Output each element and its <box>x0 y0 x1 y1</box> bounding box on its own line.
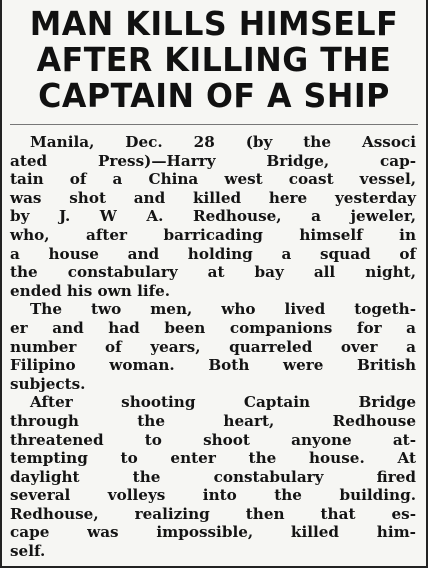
headline-line-2: AFTER KILLING THE <box>36 40 392 79</box>
article-paragraph-3 <box>10 393 416 560</box>
article-line: tain of a China west coast vessel, <box>10 170 416 189</box>
article-line: who, after barricading himself in <box>10 225 416 244</box>
article-line: daylight the constabulary fired <box>10 467 416 486</box>
article-line: several volleys into the building. <box>10 486 416 505</box>
article-line: self. <box>10 542 46 561</box>
article-line: a house and holding a squad of <box>10 244 416 263</box>
article-line: Manila, Dec. 28 (by the Associ <box>30 133 416 151</box>
article-line: subjects. <box>10 374 86 393</box>
article-line: number of years, quarreled over a <box>10 337 416 356</box>
article-line: The two men, who lived togeth- <box>30 300 416 319</box>
article-line: cape was impossible, killed him- <box>10 523 416 542</box>
article-line: by J. W A. Redhouse, a jeweler, <box>10 207 416 226</box>
article-line: ated Press)—Harry Bridge, cap- <box>10 151 416 170</box>
article-line: Redhouse, realizing then that es- <box>10 504 416 523</box>
article-line: Filipino woman. Both were British <box>10 356 416 375</box>
article-body <box>2 133 426 561</box>
article-line: through the heart, Redhouse <box>10 411 416 430</box>
article-paragraph-2 <box>10 300 416 393</box>
article-line: er and had been companions for a <box>10 318 416 337</box>
article-line: was shot and killed here yesterday <box>10 188 416 207</box>
headline <box>10 0 417 114</box>
article-line: After shooting Captain Bridge <box>30 393 416 412</box>
article-line: the constabulary at bay all night, <box>10 263 416 282</box>
headline-line-1: MAN KILLS HIMSELF <box>29 4 399 43</box>
article-line: threatened to shoot anyone at- <box>10 430 416 449</box>
article-paragraph-1 <box>10 133 416 300</box>
article-line: tempting to enter the house. At <box>10 449 416 468</box>
headline-line-3: CAPTAIN OF A SHIP <box>38 76 390 115</box>
article-line: ended his own life. <box>10 281 171 300</box>
headline-divider <box>10 124 418 125</box>
